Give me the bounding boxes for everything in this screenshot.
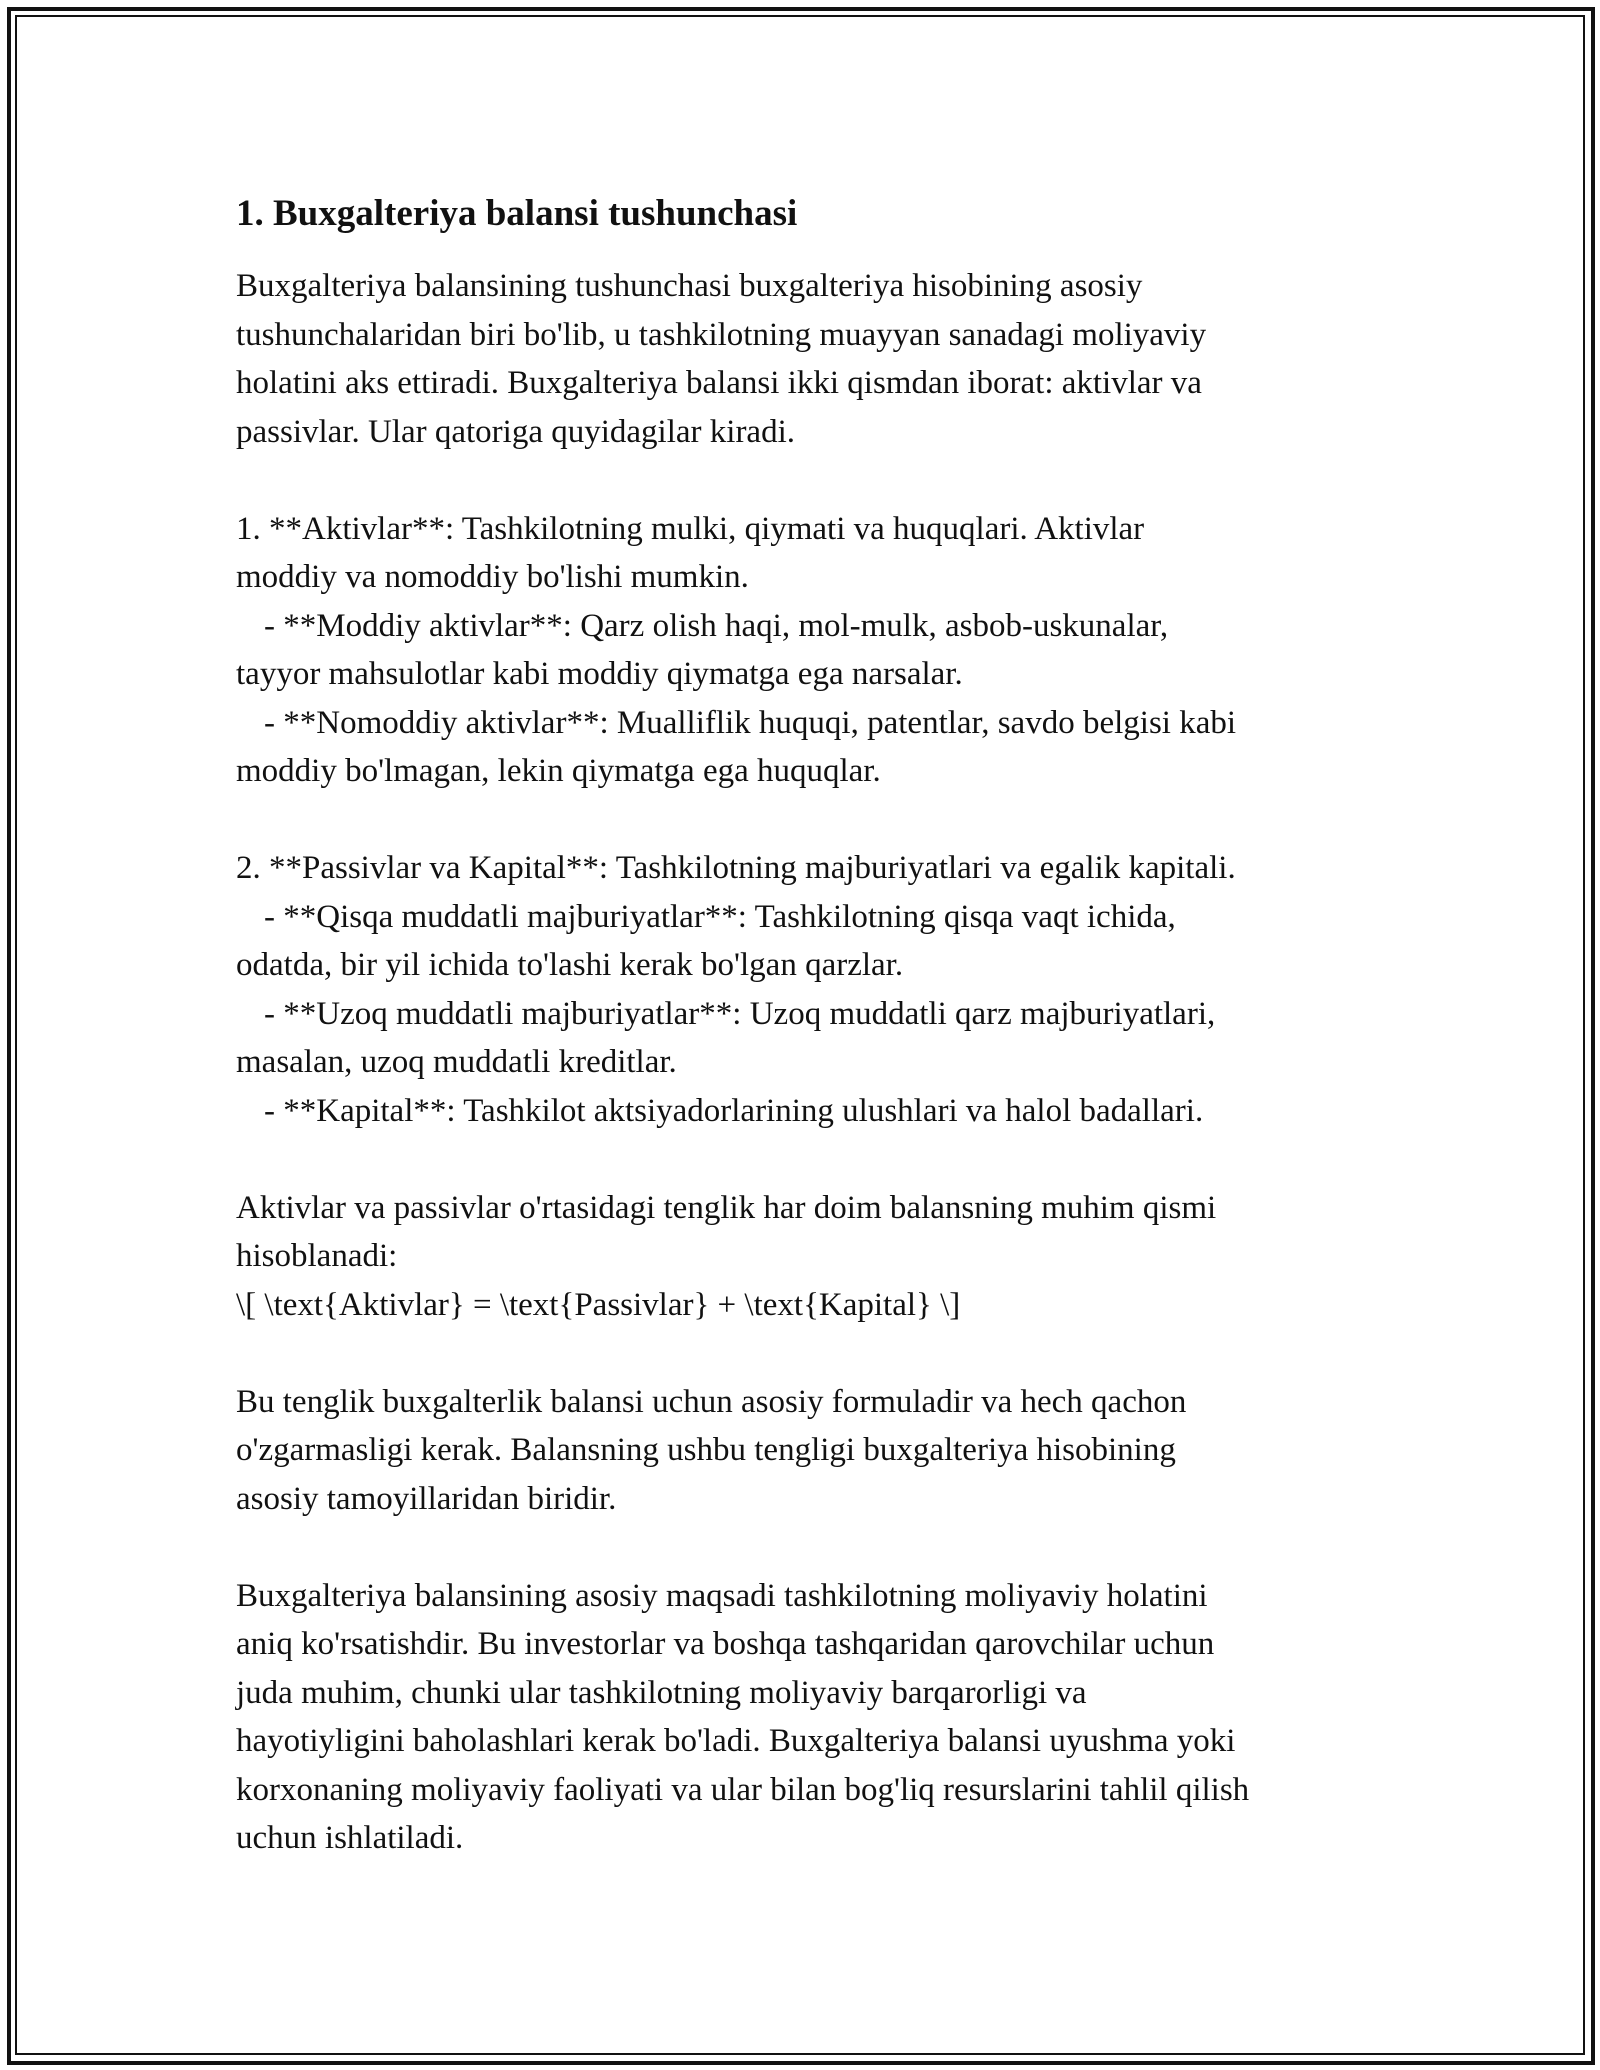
text-line: o'zgarmasligi kerak. Balansning ushbu tengligi buxgalteriya hisobining [236, 1432, 1176, 1468]
equality-paragraph [236, 1184, 1386, 1330]
sub-list-item: - **Moddiy aktivlar**: Qarz olish haqi, mol-mulk, asbob-uskunalar, [264, 607, 1169, 644]
text-line: Bu tenglik buxgalterlik balansi uchun asosiy formuladir va hech qachon [236, 1383, 1187, 1420]
text-line: hayotiyligini baholashlari kerak bo'ladi. Buxgalteriya balansi uyushma yoki [236, 1723, 1236, 1759]
paragraph-gap [236, 456, 1386, 505]
text-line: korxonaning moliyaviy faoliyati va ular bilan bog'liq resurslarini tahlil qilish [236, 1771, 1250, 1808]
formula-line: \[ \text{Aktivlar} = \text{Passivlar} + \text{Kapital} \] [236, 1286, 961, 1323]
page-title: 1. Buxgalteriya balansi tushunchasi [236, 193, 798, 234]
paragraph-gap [236, 796, 1386, 845]
text-line: hisoblanadi: [236, 1238, 398, 1274]
sub-list-item: - **Kapital**: Tashkilot aktsiyadorlarining ulushlari va halol badallari. [264, 1092, 1204, 1129]
assets-section [236, 505, 1386, 796]
text-line: tushunchalaridan biri bo'lib, u tashkilotning muayyan sanadagi moliyaviy [236, 316, 1207, 353]
list-item-heading: 1. **Aktivlar**: Tashkilotning mulki, qiymati va huquqlari. Aktivlar [236, 510, 1145, 547]
liabilities-section [236, 844, 1386, 1135]
formula-explanation-paragraph [236, 1378, 1386, 1524]
list-item-heading: 2. **Passivlar va Kapital**: Tashkilotning majburiyatlari va egalik kapitali. [236, 850, 1236, 886]
document-body [236, 190, 1386, 1863]
text-line: Aktivlar va passivlar o'rtasidagi tenglik har doim balansning muhim qismi [236, 1189, 1217, 1226]
text-line: holatini aks ettiradi. Buxgalteriya balansi ikki qismdan iborat: aktivlar va [236, 365, 1202, 401]
text-line: moddiy va nomoddiy bo'lishi mumkin. [236, 559, 749, 595]
sub-list-item: - **Uzoq muddatli majburiyatlar**: Uzoq muddatli qarz majburiyatlari, [264, 995, 1216, 1032]
text-line: juda muhim, chunki ular tashkilotning moliyaviy barqarorligi va [236, 1674, 1087, 1711]
text-line: passivlar. Ular qatoriga quyidagilar kiradi. [236, 413, 796, 450]
text-line: masalan, uzoq muddatli kreditlar. [236, 1044, 677, 1080]
text-line: Buxgalteriya balansining asosiy maqsadi tashkilotning moliyaviy holatini [236, 1577, 1208, 1614]
text-line: aniq ko'rsatishdir. Bu investorlar va boshqa tashqaridan qarovchilar uchun [236, 1626, 1215, 1662]
paragraph-gap [236, 1135, 1386, 1184]
text-line: asosiy tamoyillaridan biridir. [236, 1480, 617, 1517]
text-line: moddiy bo'lmagan, lekin qiymatga ega huquqlar. [236, 753, 881, 789]
paragraph-gap [236, 1523, 1386, 1572]
sub-list-item: - **Qisqa muddatli majburiyatlar**: Tashkilotning qisqa vaqt ichida, [264, 898, 1176, 935]
purpose-paragraph [236, 1572, 1386, 1863]
text-line: tayyor mahsulotlar kabi moddiy qiymatga ega narsalar. [236, 656, 963, 692]
text-line: Buxgalteriya balansining tushunchasi buxgalteriya hisobining asosiy [236, 268, 1143, 304]
paragraph-gap [236, 1329, 1386, 1378]
intro-paragraph [236, 262, 1386, 456]
sub-list-item: - **Nomoddiy aktivlar**: Mualliflik huquqi, patentlar, savdo belgisi kabi [264, 704, 1237, 741]
text-line: odatda, bir yil ichida to'lashi kerak bo'lgan qarzlar. [236, 947, 904, 983]
text-line: uchun ishlatiladi. [236, 1820, 464, 1856]
